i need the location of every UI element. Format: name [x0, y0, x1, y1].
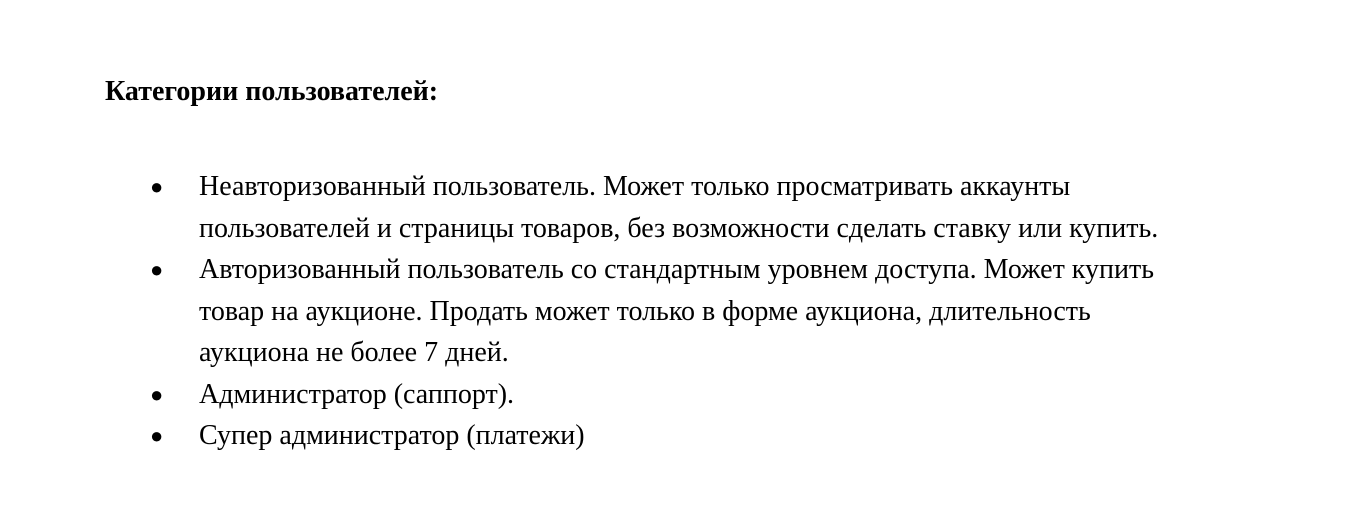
list-item-line: Администратор (саппорт). [199, 378, 515, 410]
list-item-line: Супер администратор (платежи) [199, 420, 585, 451]
user-categories-list [150, 166, 1330, 457]
list-item-line: товар на аукционе. Продать может только в форме аукциона, длительность [199, 295, 1091, 327]
bullet-icon: ● [150, 381, 164, 407]
list-item [150, 166, 1330, 249]
bullet-icon: ● [150, 257, 164, 282]
list-item-line: Неавторизованный пользователь. Может только просматривать аккаунты [199, 171, 1071, 202]
section-heading: Категории пользователей: [105, 76, 439, 107]
list-item-line: Авторизованный пользователь со стандартным уровнем доступа. Может купить [199, 254, 1154, 285]
bullet-icon: ● [150, 423, 164, 448]
bullet-icon: ● [150, 174, 164, 199]
list-item [150, 249, 1330, 374]
list-item [150, 374, 1330, 416]
list-item-line: пользователей и страницы товаров, без возможности сделать ставку или купить. [199, 212, 1159, 244]
list-item-line: аукциона не более 7 дней. [199, 337, 509, 368]
list-item [150, 415, 1330, 457]
